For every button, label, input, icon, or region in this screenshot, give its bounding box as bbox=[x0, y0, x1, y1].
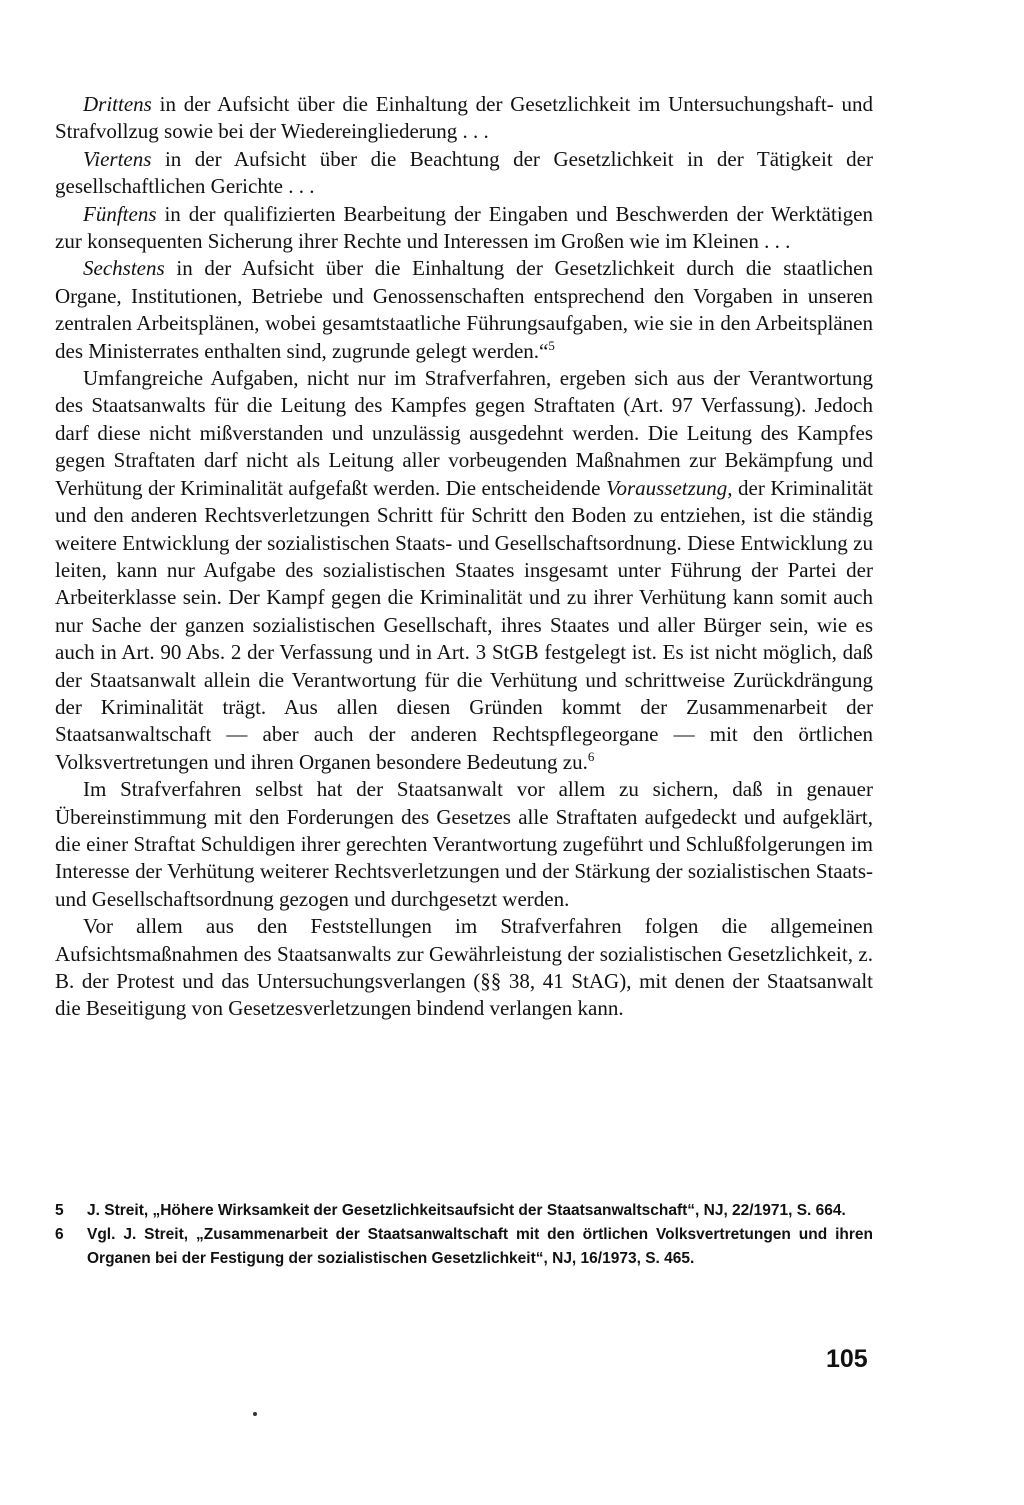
footnote-number: 6 bbox=[55, 1226, 64, 1243]
paragraph-text: in der Aufsicht über die Beachtung der Gesetzlichkeit in der Tätigkeit der gesellschaftlichen Gerichte . . . bbox=[55, 146, 873, 199]
paragraph-text: der Kriminalität und den anderen Rechtsverletzungen Schritt für Schritt den Boden zu entziehen, ist die ständig weitere Entwicklung der sozialistischen Staats- und Gesellschaftsordnung. Diese Entwicklung zu leiten, kann nur Aufgabe des sozialistischen Staates insgesamt unter Führung der Partei der Arbeiterklasse sein. Der Kampf gegen die Kriminalität und zu ihrer Verhütung kann somit auch nur Sache der ganzen sozialistischen Gesellschaft, ihres Staates und aller Bürger sein, wie es auch in Art. 90 Abs. 2 der Verfassung und in Art. 3 StGB festgelegt ist. Es ist nicht möglich, daß der Staatsanwalt allein die Verantwortung für die Verhütung und schrittweise Zurückdrängung der Kriminalität trägt. Aus allen diesen Gründen kommt der Zusammenarbeit der Staatsanwaltschaft — aber auch der anderen Rechtspflegeorgane — mit den örtlichen Volksvertretungen und ihren Organen besondere Bedeutung zu. bbox=[55, 475, 873, 774]
paragraph-text: in der Aufsicht über die Einhaltung der Gesetzlichkeit durch die staatlichen Organe, Institutionen, Betriebe und Genossenschaften entsprechend den Vorgaben in unseren zentralen Arbeitsplänen, wobei gesamtstaatliche Führungsaufgaben, wie sie in den Arbeitsplänen des Ministerrates enthalten sind, zugrunde gelegt werden.“ bbox=[55, 256, 873, 363]
paragraph-text: Im Strafverfahren selbst hat der Staatsanwalt vor allem zu sichern, daß in genauer Übereinstimmung mit den Forderungen des Gesetzes alle Straftaten aufgedeckt und aufgeklärt, die einer Straftat Schuldigen ihrer gerechten Verantwortung zugeführt und Schlußfolgerungen im Interesse der Verhütung weiterer Rechtsverletzungen und der Stärkung der sozialistischen Staats- und Gesellschaftsordnung gezogen und durchgesetzt werden. bbox=[55, 777, 873, 911]
footnote-number: 5 bbox=[55, 1202, 64, 1219]
footnote-ref-6: 6 bbox=[587, 748, 595, 764]
footnote-6 bbox=[55, 1223, 873, 1271]
paragraph-drittens bbox=[55, 91, 873, 146]
paragraph-strafverfahren bbox=[55, 776, 873, 913]
paragraph-lead: Fünftens bbox=[83, 201, 157, 226]
paragraph-lead: Sechstens bbox=[83, 256, 165, 281]
footnote-text: Vgl. J. Streit, „Zusammenarbeit der Staatsanwaltschaft mit den örtlichen Volksvertretungen und ihren Organen bei der Festigung der sozialistischen Gesetzlichkeit“, NJ, 16/1973, S. 465. bbox=[87, 1226, 873, 1267]
paragraph-aufsichtsmassnahmen bbox=[55, 913, 873, 1023]
main-text bbox=[55, 91, 873, 1023]
page-number: 105 bbox=[826, 1345, 868, 1373]
footnote-ref-5: 5 bbox=[548, 337, 555, 353]
paragraph-text: in der qualifizierten Bearbeitung der Eingaben und Beschwerden der Werktätigen zur konsequenten Sicherung ihrer Rechte und Interessen im Großen wie im Kleinen . . . bbox=[55, 201, 873, 254]
paragraph-text: Vor allem aus den Feststellungen im Strafverfahren folgen die allgemeinen Aufsichtsmaßnahmen des Staatsanwalts zur Gewährleistung der sozialistischen Gesetzlichkeit, z. B. der Protest und das Untersuchungsverlangen (§§ 38, 41 StAG), mit denen der Staatsanwalt die Beseitigung von Gesetzesverletzungen bindend verlangen kann. bbox=[55, 914, 873, 1021]
footnote-5 bbox=[55, 1199, 873, 1223]
paragraph-aufgaben bbox=[55, 365, 873, 776]
paragraph-text: in der Aufsicht über die Einhaltung der Gesetzlichkeit im Untersuchungshaft- und Strafvollzug sowie bei der Wiedereingliederung . . . bbox=[55, 92, 873, 144]
footnotes bbox=[55, 1199, 873, 1271]
paragraph-viertens bbox=[55, 146, 873, 201]
scan-speck bbox=[253, 1412, 257, 1416]
paragraph-fuenftens bbox=[55, 201, 873, 256]
paragraph-lead: Viertens bbox=[83, 146, 152, 171]
footnote-text: J. Streit, „Höhere Wirksamkeit der Gesetzlichkeitsaufsicht der Staatsanwaltschaft“, NJ, 22/1971, S. 664. bbox=[87, 1202, 846, 1219]
paragraph-sechstens bbox=[55, 255, 873, 365]
paragraph-text: Umfangreiche Aufgaben, nicht nur im Strafverfahren, ergeben sich aus der Verantwortung des Staatsanwalts für die Leitung des Kampfes gegen Straftaten (Art. 97 Verfassung). Jedoch darf diese nicht mißverstanden und unzulässig ausgedehnt werden. Die Leitung des Kampfes gegen Straftaten darf nicht als Leitung aller vorbeugenden Maßnahmen zur Bekämpfung und Verhütung der Kriminalität aufgefaßt werden. Die entscheidende bbox=[55, 366, 873, 500]
paragraph-lead: Drittens bbox=[83, 92, 152, 116]
paragraph-emphasis: Voraussetzung, bbox=[605, 475, 733, 500]
